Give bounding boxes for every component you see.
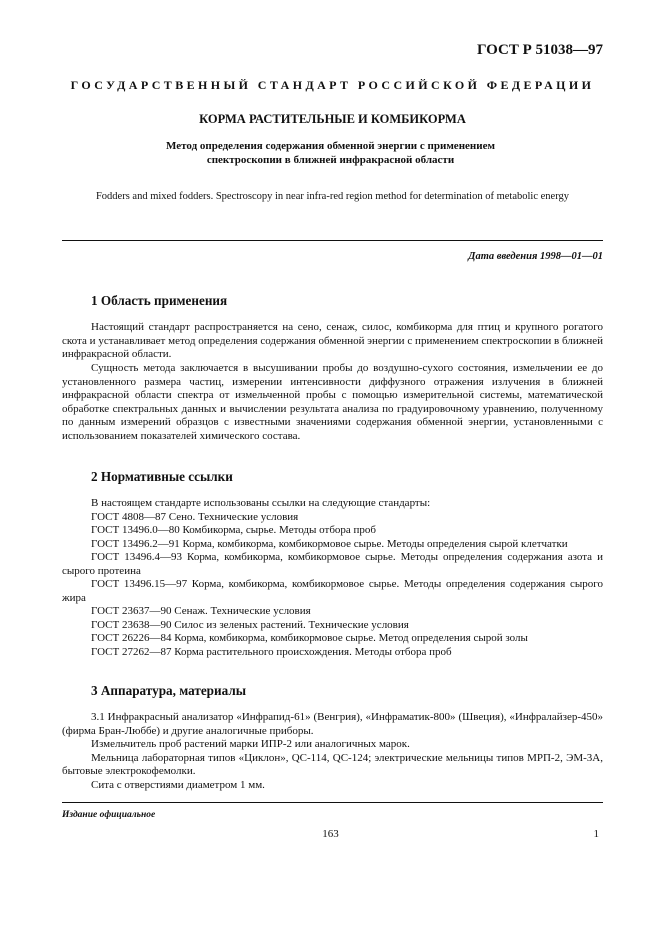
section-3-paragraph-2: Измельчитель проб растений марки ИПР-2 или аналогичных марок. [91,738,410,750]
state-standard-banner: ГОСУДАРСТВЕННЫЙ СТАНДАРТ РОССИЙСКОЙ ФЕДЕРАЦИИ [70,78,595,92]
section-1-heading: 1 Область применения [91,293,228,308]
gost-code: ГОСТ Р 51038—97 [476,42,603,58]
header-divider [62,240,603,241]
section-3-paragraph-3: Мельница лабораторная типов «Циклон», QC-114, QC-124; электрические мельницы типов МРП-2, ЭМ-3А, бытовые электрокофемолки. [62,751,603,777]
date-of-introduction: Дата введения 1998—01—01 [468,251,603,262]
page-number: 163 [322,828,339,840]
references-intro: В настоящем стандарте использованы ссылки на следующие стандарты: [91,497,431,509]
section-3-heading: 3 Аппаратура, материалы [91,683,247,698]
reference-item: ГОСТ 4808—87 Сено. Технические условия [91,510,299,523]
reference-item: ГОСТ 23637—90 Сенаж. Технические условия [91,605,311,617]
section-3-paragraph-1: 3.1 Инфракрасный анализатор «Инфрапид-61» (Венгрия), «Инфраматик-800» (Швеция), «Инфралайзер-450» (фирма Бран-Люббе) и другие аналогичные приборы. [62,711,603,737]
footer-divider [62,802,603,803]
sheet-number: 1 [593,828,599,840]
reference-item: ГОСТ 13496.2—91 Корма, комбикорма, комбикормовое сырье. Методы определения сырой клетчатки [91,537,568,550]
section-2-references [62,497,603,659]
document-subtitle: Метод определения содержания обменной энергии с применением спектроскопии в ближней инфракрасной области [166,140,495,166]
section-1-paragraph-1: Настоящий стандарт распространяется на сено, сенаж, силос, комбикорма для птиц и крупного рогатого скота и устанавливает метод определения содержания обменной энергии с применением спектроскопии в ближней инфракрасной области. [62,321,603,360]
reference-item: ГОСТ 27262—87 Корма растительного происхождения. Методы отбора проб [91,645,452,658]
reference-item: ГОСТ 13496.0—80 Комбикорма, сырье. Методы отбора проб [91,524,377,536]
section-3-paragraph-4: Сита с отверстиями диаметром 1 мм. [91,778,265,791]
reference-item: ГОСТ 13496.15—97 Корма, комбикорма, комбикормовое сырье. Методы определения содержания сырого жира [62,578,603,604]
reference-item: ГОСТ 13496.4—93 Корма, комбикорма, комбикормовое сырье. Методы определения содержания азота и сырого протеина [62,551,603,577]
reference-item: ГОСТ 26226—84 Корма, комбикорма, комбикормовое сырье. Метод определения сырой золы [91,632,528,644]
reference-item: ГОСТ 23638—90 Силос из зеленых растений. Технические условия [91,618,409,631]
document-title: КОРМА РАСТИТЕЛЬНЫЕ И КОМБИКОРМА [199,112,466,126]
section-2-heading: 2 Нормативные ссылки [91,469,233,484]
official-edition-note: Издание официальное [62,810,156,820]
document-title-english: Fodders and mixed fodders. Spectroscopy in near infra-red region method for determination of metabolic energy [95,191,570,202]
section-1-paragraph-2: Сущность метода заключается в высушивании пробы до воздушно-сухого состояния, измельчении ее до установленного размера частиц, измерении интенсивности диффузного отражения излучения в ближней инфракрасной области спектра от измельченной пробы с помощью измерительной системы, математической обработке спектральных данных и вычислении результата анализа по градуировочному уравнению, полученному по данным измерений образцов с известными значениями содержания обменной энергии, установленными с использованием показателей химического состава. [62,362,603,442]
